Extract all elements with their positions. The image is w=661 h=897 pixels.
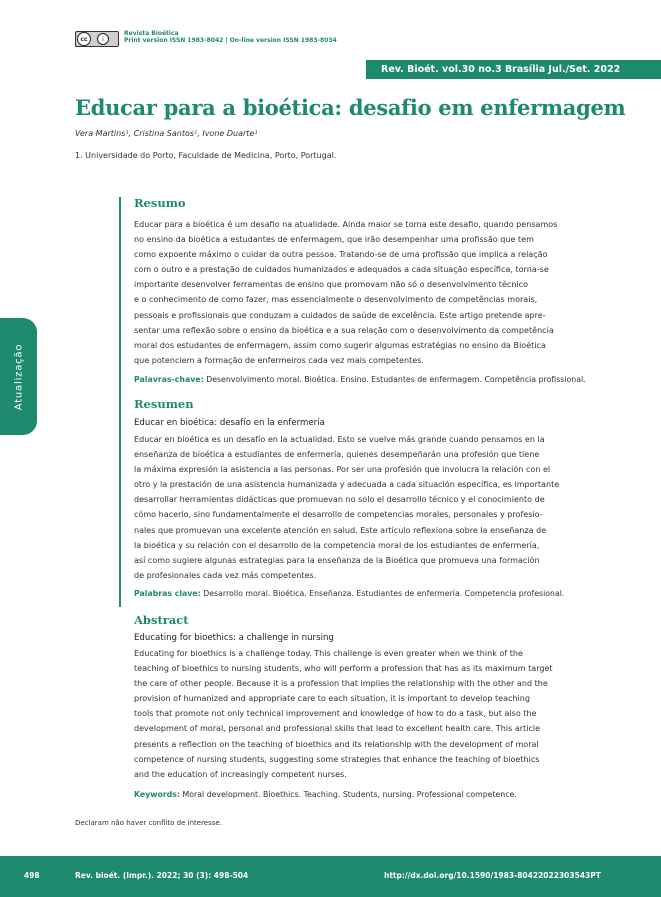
resumo-line: Educar para a bioética é um desafio na atualidade. Ainda maior se torna este desafio, quando pensamos [134,220,558,229]
resumen-line: la bioética y su relación con el desarrollo de la competencia moral de los estudiantes de enfermería, [134,540,540,550]
resumen-keywords-label: Palabras clave: [134,589,201,598]
citation-banner: Rev. Bioét. vol.30 no.3 Brasília Jul./Set. 2022 [366,60,661,79]
article-affiliation: 1. Universidade do Porto, Faculdade de Medicina, Porto, Portugal. [75,151,337,160]
resumen-line: así como sugiere algunas estrategias para la enseñanza de la Bioética que promueva una formación [134,555,540,565]
abstract-body [134,646,594,782]
abstract-subtitle: Educating for bioethics: a challenge in nursing [134,633,334,643]
abstract-line: Educating for bioethics is a challenge today. This challenge is even greater when we think of the [134,649,523,658]
abstract-line: competence of nursing students, suggesting some strategies that enhance the teaching of bioethics [134,754,540,764]
journal-info [124,30,337,44]
resumen-line: la máxima expresión la asistencia a las personas. Por ser una profesión que involucra la relación con el [134,465,551,475]
resumen-keywords [134,589,564,598]
resumen-heading: Resumen [134,397,194,411]
resumen-subtitle: Educar en bioética: desafío en la enfermería [134,418,325,428]
journal-name: Revista Bioética [124,30,179,37]
creative-commons-license-icon [75,31,119,47]
resumo-body [134,217,594,368]
resumen-line: nales que promuevan una excelente atención en salud. Este artículo reflexiona sobre la enseñanza de [134,525,547,535]
resumen-line: Educar en bioética es un desafío en la actualidad. Esto se vuelve más grande cuando pensamos en la [134,435,545,444]
resumo-keywords [134,375,586,384]
resumo-keywords-text: Desenvolvimento moral. Bioética. Ensino. Estudantes de enfermagem. Competência profissional. [206,375,586,384]
resumen-line: enseñanza de bioética a estudiantes de enfermería, quienes desempeñarán una profesión que tiene [134,450,540,460]
resumo-heading: Resumo [134,196,186,210]
resumo-line: e o conhecimento de como fazer, mas essencialmente o desenvolvimento de competências morais, [134,295,538,305]
doi-link[interactable]: http://dx.doi.org/10.1590/1983-80422022303543PT [384,871,601,880]
resumo-line: moral dos estudantes de enfermagem, assim como sugerir algumas estratégias no ensino da Bioética [134,340,546,350]
attribution-icon: i [97,33,109,45]
abstract-line: teaching of bioethics to nursing students, who will perform a profession that has as its maximum target [134,664,553,674]
abstract-line: development of moral, personal and professional skills that lead to excellent health care. This article [134,724,541,734]
resumen-line: de profesionales cada vez más competentes. [134,570,317,580]
abstract-rule [119,197,121,607]
resumo-line: importante desenvolver ferramentas de ensino que promovam não só o desenvolvimento técnico [134,280,529,290]
page-footer [0,856,661,897]
page-number: 498 [24,871,40,880]
abstract-keywords-text: Moral development. Bioethics. Teaching. Students, nursing. Professional competence. [182,790,517,799]
resumo-line: pessoais e profissionais que conduzam a cuidados de saúde de excelência. Este artigo pretende apre- [134,310,546,320]
resumen-line: desarrollar herramientas didácticas que promuevan no solo el desarrollo técnico y el conocimiento de [134,495,545,505]
resumen-line: otro y la prestación de una asistencia humanizada y adecuada a cada situación específica, es importante [134,480,560,490]
resumo-line: no ensino da bioética a estudantes de enfermagem, que irão desempenhar uma profissão que tem [134,235,534,245]
abstract-line: presents a reflection on the teaching of bioethics and its relationship with the development of moral [134,739,539,749]
footer-citation: Rev. bioét. (Impr.). 2022; 30 (3): 498-504 [75,871,249,880]
abstract-keywords [134,790,517,799]
resumen-line: cómo hacerlo, sino fundamentalmente el desarrollo de competencias morales, personales y profesio- [134,510,543,520]
resumen-body [134,432,594,583]
resumo-line: sentar uma reflexão sobre o ensino da bioética e a sua relação com o desenvolvimento da competência [134,325,554,335]
resumo-line: como expoente máximo o cuidar da outra pessoa. Tratando-se de uma profissão que implica a relação [134,250,548,260]
cc-icon: cc [77,32,91,46]
resumo-keywords-label: Palavras-chave: [134,375,204,384]
section-tab [0,318,37,435]
abstract-line: provision of humanized and appropriate care to each situation, it is important to develop teaching [134,694,530,704]
section-tab-label: Atualização [13,343,24,410]
resumo-line: que potenciem a formação de enfermeiros cada vez mais competentes. [134,355,424,365]
abstract-heading: Abstract [134,613,189,627]
resumen-keywords-text: Desarrollo moral. Bioética. Enseñanza. Estudiantes de enfermería. Competencia profesional. [203,589,565,598]
conflict-declaration: Declaram não haver conflito de interesse. [75,819,222,827]
abstract-line: and the education of increasingly competent nurses. [134,769,347,779]
abstract-keywords-label: Keywords: [134,790,181,799]
issn-line: Print version ISSN 1983-8042 | On-line version ISSN 1983-8034 [124,37,337,44]
abstract-line: the care of other people. Because it is a profession that implies the relationship with the other and the [134,679,548,689]
article-authors: Vera Martins¹, Cristina Santos¹, Ivone Duarte¹ [75,129,258,138]
article-title: Educar para a bioética: desafio em enfermagem [75,95,626,120]
abstract-line: tools that promote not only technical improvement and knowledge of how to do a task, but also the [134,709,537,719]
resumo-line: com o outro e a prestação de cuidados humanizados e adequados a cada situação específica, torna-se [134,265,549,275]
